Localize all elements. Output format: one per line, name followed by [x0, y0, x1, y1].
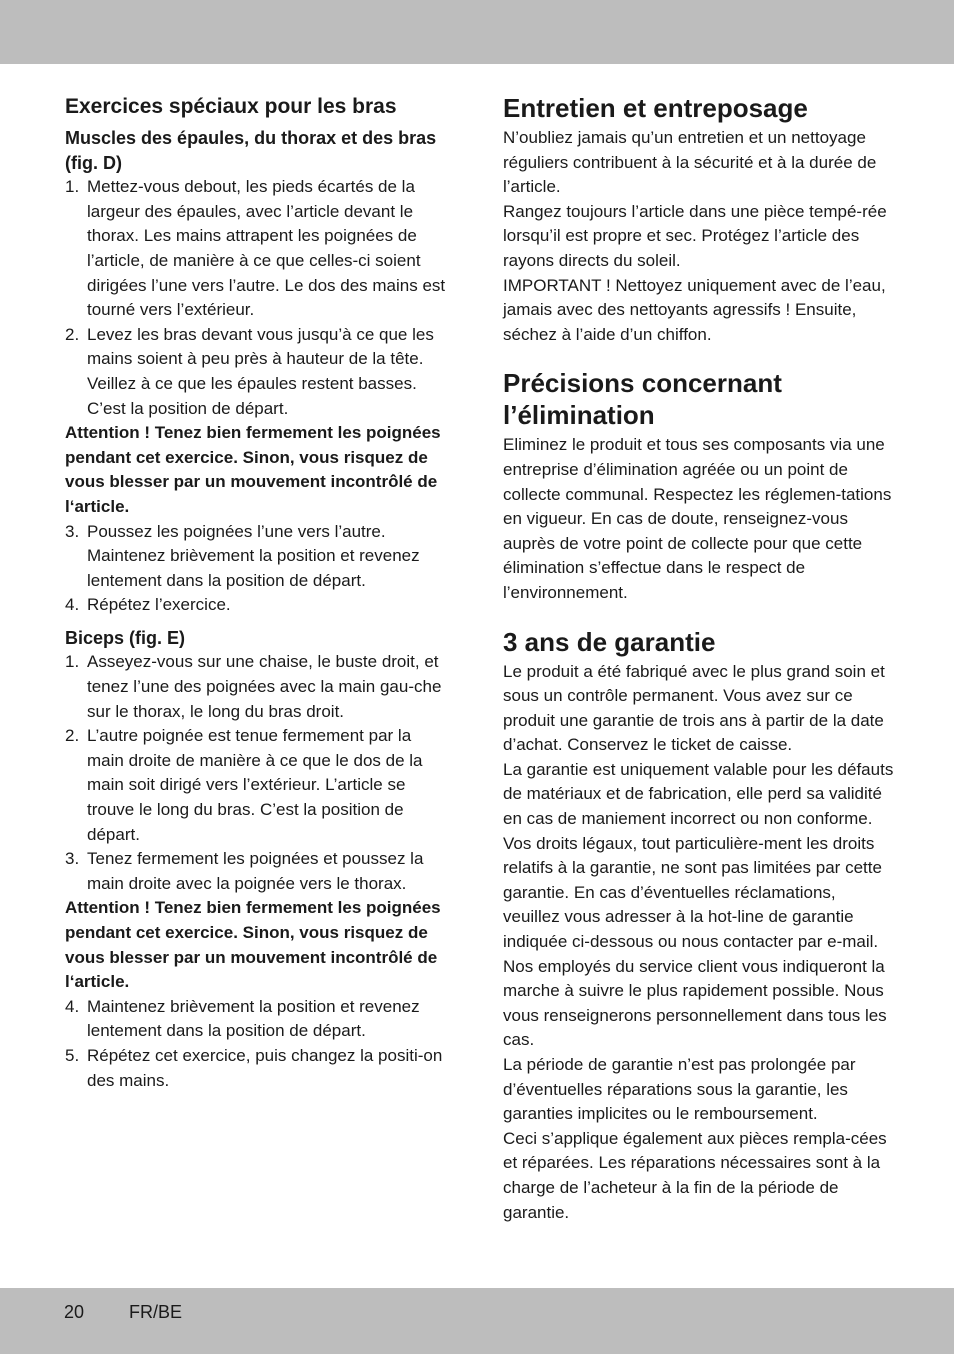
warning-text: Attention ! Tenez bien fermement les poignées pendant cet exercice. Sinon, vous risquez de vous blesser par un mouvement incontrôlé de l‘article. [65, 898, 441, 992]
paragraph: Ceci s’applique également aux pièces rempla-cées et réparées. Les réparations nécessaires sont à la charge de l’acheteur à la fin de la période de garantie. [503, 1128, 887, 1222]
page-number: 20 [64, 1302, 85, 1322]
list-item: 1. Mettez-vous debout, les pieds écartés de la largeur des épaules, avec l’article devant le thorax. Les mains attrapent les poignées de l’article, de manière à ce que celles-ci soient dirigées l’une vers l’autre. Le dos des mains est tourné vers l’extérieur. [65, 177, 446, 320]
list-item: 3. Tenez fermement les poignées et poussez la main droite avec la poignée vers le thorax. [65, 849, 424, 893]
list-item: 2. Levez les bras devant vous jusqu’à ce que les mains soient à peu près à hauteur de la tête. Veillez à ce que les épaules restent basses. C’est la position de départ. [65, 324, 434, 418]
paragraph: N’oubliez jamais qu’un entretien et un nettoyage réguliers contribuent à la sécurité et à la durée de l’article. [503, 128, 877, 197]
heading-warranty: 3 ans de garantie [503, 626, 716, 657]
steps-list-shoulders-a [65, 175, 449, 421]
paragraph: La garantie est uniquement valable pour les défauts de matériaux et de fabrication, elle perd sa validité en cas de maniement incorrect ou non conforme. Vos droits légaux, tout particulière-ment les droits relatifs à la garantie, ne sont pas limitées par cette garantie. En cas d’éventuelles réclamations, veuillez vous adresser à la hot-line de garantie indiquée ci-dessous ou nous contacter par e-mail. Nos employés du service client vous indiqueront la marche à suivre le plus rapidement possible. Nous vous renseignerons personnellement dans tous les cas. [503, 759, 894, 1050]
subheading-shoulders: Muscles des épaules, du thorax et des bras (fig. D) [65, 128, 437, 173]
paragraph: Le produit a été fabriqué avec le plus grand soin et sous un contrôle permanent. Vous avez sur ce produit une garantie de trois ans à partir de la date d’achat. Conservez le ticket de caisse. [503, 661, 885, 755]
paragraph: IMPORTANT ! Nettoyez uniquement avec de l’eau, jamais avec des nettoyants agressifs ! Ensuite, séchez à l’aide d’un chiffon. [503, 275, 886, 344]
list-item: 4. Maintenez brièvement la position et revenez lentement dans la position de départ. [65, 996, 420, 1041]
steps-list-shoulders-b [65, 520, 449, 618]
locale-label: FR/BE [129, 1302, 183, 1322]
list-item: 4. Répétez l’exercice. [65, 595, 231, 615]
heading-disposal-line1: Précisions concernant [503, 368, 782, 399]
heading-maintenance: Entretien et entreposage [503, 93, 808, 123]
heading-disposal-line2: l’élimination [503, 400, 655, 431]
steps-list-biceps-b [65, 995, 449, 1093]
heading-disposal [503, 367, 895, 431]
list-item: 3. Poussez les poignées l’une vers l’autre. Maintenez brièvement la position et revenez lentement dans la position de départ. [65, 521, 420, 590]
header-bar [0, 0, 954, 64]
paragraph: Rangez toujours l’article dans une pièce tempé-rée lorsqu’il est propre et sec. Protégez l’article des rayons directs du soleil. [503, 201, 887, 270]
list-item: 1. Asseyez-vous sur une chaise, le buste droit, et tenez l’une des poignées avec la main gau-che sur le thorax, le long du bras droit. [65, 652, 442, 721]
subheading-biceps: Biceps (fig. E) [65, 627, 186, 648]
paragraph: Eliminez le produit et tous ses composants via une entreprise d’élimination agréée ou un point de collecte communal. Respectez les réglemen-tations en vigueur. En cas de doute, renseignez-vous auprès de votre point de collecte pour que cette élimination s’effectue dans le respect de l’environnement. [503, 435, 892, 602]
warning-text: Attention ! Tenez bien fermement les poignées pendant cet exercice. Sinon, vous risquez de vous blesser par un mouvement incontrôlé de l‘article. [65, 423, 441, 516]
paragraph: La période de garantie n’est pas prolongée par d’éventuelles réparations sous la garantie, les garanties implicites ou le remboursement. [503, 1055, 856, 1124]
section-title-arm-exercises: Exercices spéciaux pour les bras [65, 95, 397, 118]
left-column [65, 92, 449, 1093]
list-item: 5. Répétez cet exercice, puis changez la positi-on des mains. [65, 1045, 443, 1090]
steps-list-biceps-a [65, 650, 449, 896]
list-item: 2. L’autre poignée est tenue fermement par la main droite de manière à ce que le dos de la main soit dirigé vers l’extérieur. L’article se trouve le long du bras. C’est la position de départ. [65, 726, 423, 844]
right-column [503, 92, 895, 1225]
